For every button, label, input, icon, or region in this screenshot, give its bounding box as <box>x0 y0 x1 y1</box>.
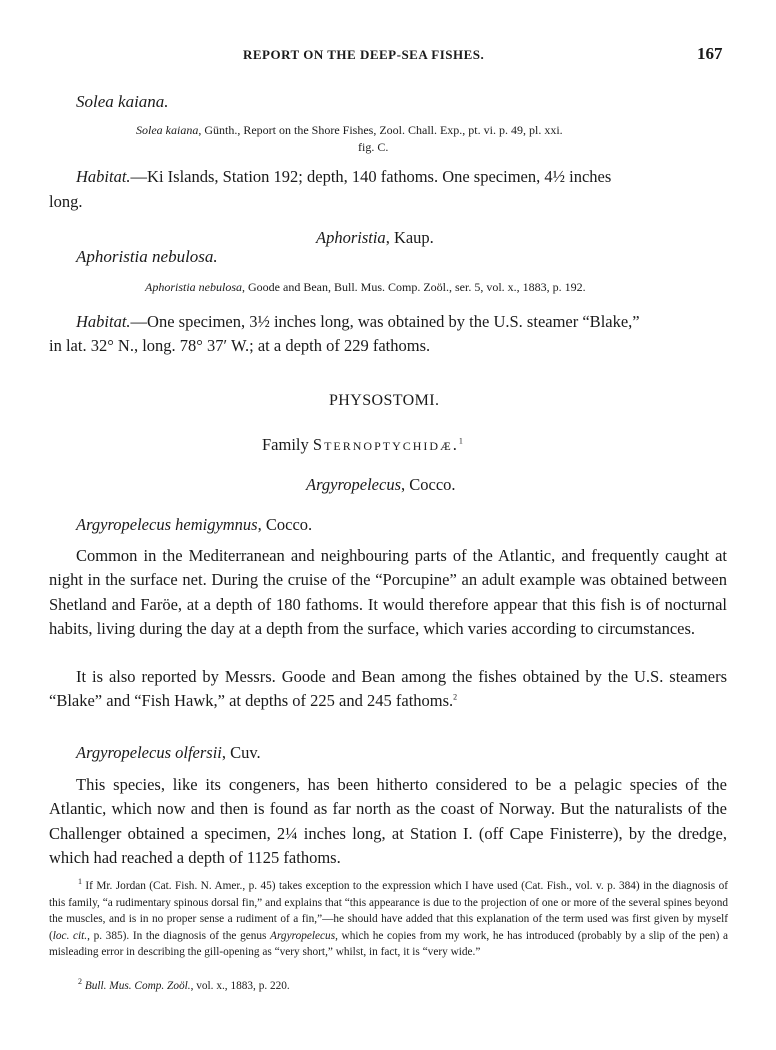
family-name: Sternoptychidæ. <box>312 435 459 454</box>
genus-name: Argyropelecus <box>306 475 401 494</box>
species-heading-solea-kaiana: Solea kaiana. <box>76 92 169 111</box>
species-heading-hemigymnus <box>76 512 312 537</box>
species-heading-aphoristia-nebulosa: Aphoristia nebulosa. <box>76 247 218 266</box>
footnote-1-text-b: , p. 385). In the diagnosis of the genus <box>87 929 271 942</box>
footnote-1-genus: Argyropelecus <box>270 929 336 942</box>
genus-author: , Cocco. <box>401 475 456 494</box>
habitat-line-solea-cont: long. <box>49 192 83 211</box>
paragraph-hemigymnus-2 <box>49 665 727 714</box>
synonymy-reference-cont: fig. C. <box>358 140 389 154</box>
habitat-line-aphoristia <box>76 309 640 334</box>
habitat-line-aphoristia-cont: in lat. 32° N., long. 78° 37′ W.; at a depth of 229 fathoms. <box>49 336 431 355</box>
family-prefix: Family <box>262 435 313 454</box>
genus-name: Aphoristia <box>316 228 386 247</box>
ref-citation: , Günth., Report on the Shore Fishes, Zool. Chall. Exp., pt. vi. p. 49, pl. xxi. <box>198 123 563 137</box>
ref-species-name: Solea kaiana <box>136 123 199 137</box>
footnote-2-journal: Bull. Mus. Comp. Zoöl. <box>84 980 191 992</box>
genus-author: , Kaup. <box>385 228 434 247</box>
habitat-label: Habitat. <box>76 312 131 331</box>
footnote-ref-2: 2 <box>453 692 458 702</box>
species-heading-olfersii <box>76 740 261 765</box>
footnote-1 <box>49 878 728 961</box>
family-heading <box>262 432 463 457</box>
running-header: REPORT ON THE DEEP-SEA FISHES. <box>243 47 485 62</box>
ref-citation: , Goode and Bean, Bull. Mus. Comp. Zoöl., ser. 5, vol. x., 1883, p. 192. <box>242 280 586 294</box>
species-author: , Cocco. <box>257 515 313 534</box>
species-name: Argyropelecus hemigymnus <box>76 515 258 534</box>
section-heading-physostomi: PHYSOSTOMI. <box>329 392 440 409</box>
genus-heading-aphoristia <box>316 225 434 250</box>
paragraph-olfersii: This species, like its congeners, has been hitherto considered to be a pelagic species of the Atlantic, which now and then is found as far north as the coast of Norway. But the naturalists of the Challenger obtained a specimen, 2¼ inches long, at Station I. (off Cape Finisterre), by the dredge, which had reached a depth of 1125 fathoms. <box>49 775 727 867</box>
footnote-ref-1: 1 <box>458 436 463 446</box>
footnote-2-text: , vol. x., 1883, p. 220. <box>190 980 290 992</box>
footnote-2 <box>49 978 728 995</box>
habitat-label: Habitat. <box>76 167 131 186</box>
synonymy-reference-solea <box>136 123 563 138</box>
ref-species-name: Aphoristia nebulosa <box>145 280 243 294</box>
habitat-line-solea <box>76 164 611 189</box>
genus-heading-argyropelecus <box>306 472 456 497</box>
footnote-mark-2: 2 <box>78 977 82 987</box>
page-number: 167 <box>697 44 723 63</box>
paragraph-hemigymnus-1: Common in the Mediterranean and neighbouring parts of the Atlantic, and frequently caught at night in the surface net. During the cruise of the “Porcupine” an adult example was obtained between Shetland and Faröe, at a depth of 180 fathoms. It would therefore appear that this fish is of nocturnal habits, living during the day at a depth from the surface, which varies according to circumstances. <box>49 546 727 638</box>
species-name: Argyropelecus olfersii <box>76 743 222 762</box>
habitat-text: —Ki Islands, Station 192; depth, 140 fathoms. One specimen, 4½ inches <box>130 167 612 186</box>
footnote-mark-1: 1 <box>78 877 82 887</box>
footnote-1-text-a: If Mr. Jordan (Cat. Fish. N. Amer., p. 45) takes exception to the expression which I have used (Cat. Fish., vol. v. p. 384) in the diagnosis of this family, “a rudimentary spinous dorsal fin,” and explains that “this appearance is due to the projection of one or more of the several spines beyond the muscles, and is in no proper sense a rudiment of a fin,”—he should have added that this explanation of the term used was first given by myself ( <box>49 880 729 942</box>
paragraph-text: It is also reported by Messrs. Goode and Bean among the fishes obtained by the U.S. steamers “Blake” and “Fish Hawk,” at depths of 225 and 245 fathoms. <box>49 667 727 711</box>
habitat-text: —One specimen, 3½ inches long, was obtained by the U.S. steamer “Blake,” <box>130 312 640 331</box>
footnote-1-text-c: , which he copies from my work, he has introduced (probably by a slip of the pen) a misleading error in describing the gill-opening as “very short,” whilst, in fact, it is “very wide.” <box>49 929 728 959</box>
species-author: , Cuv. <box>221 743 261 762</box>
synonymy-reference-aphoristia <box>145 280 586 295</box>
footnote-1-loc: loc. cit. <box>52 929 88 942</box>
